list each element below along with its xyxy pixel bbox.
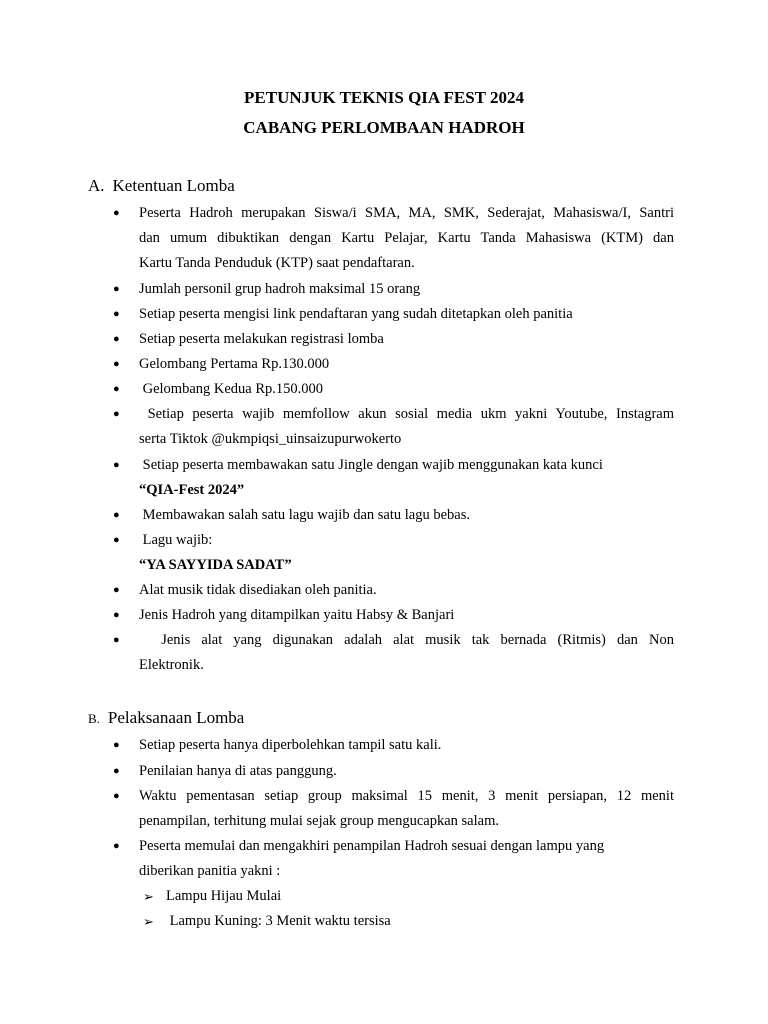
bullet-icon: ● [113,333,120,345]
bullet-icon: ● [113,358,120,370]
list-item-line: serta Tiktok @ukmpiqsi_uinsaizupurwokerto [139,431,402,447]
bullet-icon: ● [113,308,120,320]
sub-list-item: Lampu Kuning: 3 Menit waktu tersisa [166,913,391,929]
bullet-icon: ● [113,609,120,621]
required-song-title: “YA SAYYIDA SADAT” [139,557,292,573]
list-item-line: Gelombang Kedua Rp.150.000 [139,381,324,397]
arrow-bullet-icon: ➢ [143,914,154,929]
list-item-line: Gelombang Pertama Rp.130.000 [139,356,330,372]
document-title: PETUNJUK TEKNIS QIA FEST 2024 [244,88,524,107]
list-item-continuation: Elektronik. [139,657,204,673]
bullet-icon: ● [113,283,120,295]
list-item-line: dan umum dibuktikan dengan Kartu Pelajar, Kartu Tanda Mahasiswa (KTM) dan [139,230,674,246]
bullet-icon: ● [113,634,120,646]
list-item-line: Setiap peserta membawakan satu Jingle dengan wajib menggunakan kata kunci [139,457,603,473]
bullet-icon: ● [113,383,120,395]
list-item-line: Jumlah personil grup hadroh maksimal 15 orang [139,281,421,297]
list-item-line: Setiap peserta wajib memfollow akun sosial media ukm yakni Youtube, Instagram [139,406,674,422]
list-item-line: Setiap peserta hanya diperbolehkan tampil satu kali. [139,737,442,753]
section-b-letter: B. [88,711,100,726]
bullet-icon: ● [113,790,120,802]
list-item-line: Jenis alat yang digunakan adalah alat musik tak bernada (Ritmis) dan Non [139,632,674,648]
bullet-icon: ● [113,459,120,471]
bullet-icon: ● [113,739,120,751]
list-item-line: Alat musik tidak disediakan oleh panitia. [139,582,377,598]
arrow-bullet-icon: ➢ [143,889,154,904]
bullet-icon: ● [113,207,120,219]
list-item [139,277,674,302]
list-item [139,528,674,578]
list-item-line: Setiap peserta mengisi link pendaftaran yang sudah ditetapkan oleh panitia [139,306,573,322]
list-item [139,603,674,628]
list-item [139,784,674,834]
list-item [139,327,674,352]
list-item [139,578,674,603]
bullet-icon: ● [113,534,120,546]
list-item-line: Setiap peserta melakukan registrasi lomba [139,331,384,347]
jingle-keyword: “QIA-Fest 2024” [139,482,245,498]
section-a-letter: A. [88,176,105,195]
bullet-icon: ● [113,840,120,852]
list-item [139,402,674,452]
list-item-line: Kartu Tanda Penduduk (KTP) saat pendaftaran. [139,255,415,271]
list-item-line: Peserta memulai dan mengakhiri penampilan Hadroh sesuai dengan lampu yang [139,838,605,854]
list-item-line: diberikan panitia yakni : [139,863,281,879]
list-item [139,628,674,653]
sub-list-item: Lampu Hijau Mulai [166,888,282,904]
list-item [139,377,674,402]
list-item [139,302,674,327]
section-a-title: Ketentuan Lomba [112,176,235,195]
list-item [139,834,674,884]
list-item [139,759,674,784]
list-item-line: Lagu wajib: [139,532,213,548]
list-item [139,201,674,276]
list-item-line: Peserta Hadroh merupakan Siswa/i SMA, MA, SMK, Sederajat, Mahasiswa/I, Santri [139,205,674,221]
bullet-icon: ● [113,584,120,596]
list-item-line: Waktu pementasan setiap group maksimal 15 menit, 3 menit persiapan, 12 menit [139,788,674,804]
list-item-line: Membawakan salah satu lagu wajib dan satu lagu bebas. [139,507,470,523]
list-item [139,733,674,758]
section-a-heading [88,176,235,196]
bullet-icon: ● [113,509,120,521]
section-b-heading [88,708,244,728]
list-item [139,453,674,503]
list-item [139,503,674,528]
list-item-line: Penilaian hanya di atas panggung. [139,763,337,779]
document-subtitle: CABANG PERLOMBAAN HADROH [243,118,525,137]
section-b-title: Pelaksanaan Lomba [107,708,245,727]
list-item [139,352,674,377]
bullet-icon: ● [113,765,120,777]
list-item-line: Jenis Hadroh yang ditampilkan yaitu Habsy & Banjari [139,607,455,623]
bullet-icon: ● [113,408,120,420]
list-item-line: penampilan, terhitung mulai sejak group mengucapkan salam. [139,813,499,829]
